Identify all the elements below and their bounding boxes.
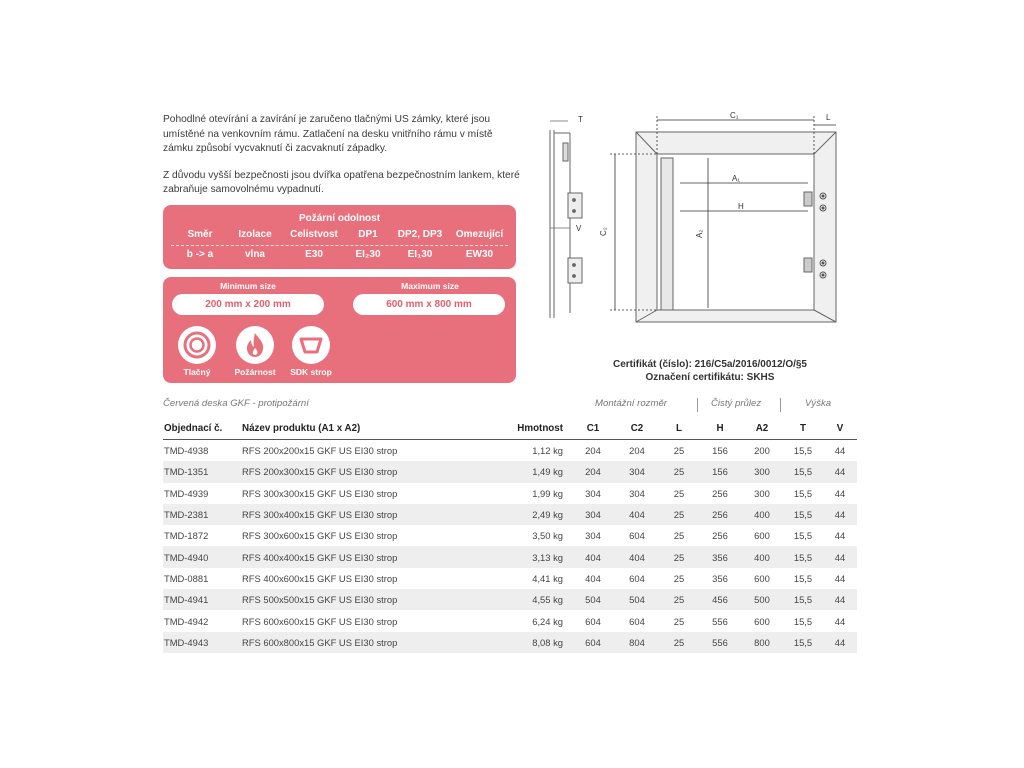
cell-weight: 3,13 kg	[499, 546, 571, 567]
fire-resistance-box	[163, 205, 516, 269]
intro-text	[163, 113, 523, 210]
cell-c1: 204	[571, 461, 615, 482]
cell-t: 15,5	[783, 632, 823, 653]
col-a2: A2	[741, 417, 783, 440]
fire-header: DP2, DP3	[397, 229, 443, 240]
col-order-number: Objednací č.	[163, 417, 241, 440]
label-t: T	[578, 115, 583, 124]
cell-c2: 204	[629, 445, 645, 457]
cell-c2: 604	[629, 572, 645, 584]
cell-a2: 800	[741, 632, 783, 653]
fire-resistance-headers	[171, 229, 508, 240]
cell-product-name: RFS 400x400x15 GKF US EI30 strop	[241, 546, 499, 567]
cell-weight: 3,50 kg	[532, 530, 563, 542]
fire-header: Omezující	[455, 229, 504, 240]
cell-order-number: TMD-4943	[163, 632, 241, 653]
ceiling-label: SDK strop	[290, 367, 332, 377]
cell-h: 556	[699, 632, 741, 653]
fire-value: E30	[305, 249, 323, 260]
cell-order-number: TMD-4939	[164, 487, 209, 499]
table-body	[163, 440, 857, 653]
cell-c1: 404	[585, 572, 601, 584]
cell-c2: 504	[615, 589, 659, 610]
intro-paragraph-2: Z důvodu vyšší bezpečnosti jsou dvířka opatřena bezpečnostním lankem, které zabraňuje samovolnému vypadnutí.	[163, 169, 520, 195]
cell-c1: 504	[571, 589, 615, 610]
cell-h: 256	[712, 530, 728, 542]
fire-value: EI₂30	[355, 249, 381, 260]
cell-a2: 400	[741, 504, 783, 525]
cell-t: 15,5	[783, 589, 823, 610]
cell-order-number: TMD-4938	[164, 445, 209, 457]
cell-order-number: TMD-4940	[163, 546, 241, 567]
cell-l: 25	[659, 632, 699, 653]
cell-v: 44	[834, 572, 846, 584]
cell-c1: 304	[571, 504, 615, 525]
cell-h: 556	[712, 615, 728, 627]
table-row	[163, 546, 857, 567]
cell-t: 15,5	[783, 461, 823, 482]
label-h: H	[738, 202, 744, 211]
cell-product-name: RFS 600x800x15 GKF US EI30 strop	[241, 632, 499, 653]
group-separator	[780, 398, 781, 412]
intro-paragraph-1: Pohodlné otevírání a zavírání je zaručeno tlačnými US zámky, které jsou umístěné na venkovním rámu. Zatlačení na desku vnitřního rámu v místě zámku způsobí vycvaknutí či zacvaknutí západky.	[163, 114, 493, 154]
cell-product-name: RFS 500x500x15 GKF US EI30 strop	[241, 589, 499, 610]
table-row	[163, 461, 857, 482]
cell-product-name: RFS 600x600x15 GKF US EI30 strop	[242, 615, 398, 627]
group-mount-size: Montážní rozměr	[595, 398, 667, 409]
table-row	[163, 483, 857, 504]
cell-a2: 600	[754, 572, 770, 584]
push-lock-label: Tlačný	[183, 367, 211, 377]
fire-value: EW30	[465, 249, 494, 260]
cell-c1: 604	[571, 632, 615, 653]
cell-order-number: TMD-2381	[163, 504, 241, 525]
cell-a2: 600	[754, 530, 770, 542]
cell-a2: 300	[754, 487, 770, 499]
col-c1: C1	[571, 417, 615, 440]
cell-l: 25	[659, 546, 699, 567]
product-table	[163, 417, 857, 653]
certificate-info	[560, 358, 860, 384]
label-a2: A₂	[695, 229, 704, 238]
side-profile	[550, 121, 582, 318]
cell-t: 15,5	[793, 615, 813, 627]
table-row	[163, 525, 857, 546]
cell-t: 15,5	[783, 546, 823, 567]
cell-v: 44	[823, 632, 857, 653]
cell-c1: 404	[571, 546, 615, 567]
max-size-label: Maximum size	[401, 281, 459, 291]
cell-l: 25	[659, 589, 699, 610]
label-v: V	[576, 224, 582, 233]
cell-h: 156	[712, 445, 728, 457]
cell-l: 25	[673, 530, 685, 542]
fire-label: Požárnost	[234, 367, 276, 377]
fire-header: Směr	[187, 229, 213, 240]
cell-weight: 1,49 kg	[499, 461, 571, 482]
cell-c2: 404	[615, 504, 659, 525]
cell-h: 156	[699, 461, 741, 482]
fire-value: b -> a	[186, 249, 214, 260]
cell-weight: 1,12 kg	[532, 445, 563, 457]
fire-divider	[171, 245, 508, 246]
cell-t: 15,5	[793, 445, 813, 457]
cell-product-name: RFS 400x600x15 GKF US EI30 strop	[242, 572, 398, 584]
cell-v: 44	[823, 546, 857, 567]
cell-weight: 8,08 kg	[499, 632, 571, 653]
table-header-row	[163, 417, 857, 440]
cell-a2: 200	[754, 445, 770, 457]
col-h: H	[699, 417, 741, 440]
cell-v: 44	[834, 615, 846, 627]
cell-product-name: RFS 300x400x15 GKF US EI30 strop	[241, 504, 499, 525]
group-height: Výška	[805, 398, 832, 409]
cell-c1: 204	[585, 445, 601, 457]
cell-product-name: RFS 300x600x15 GKF US EI30 strop	[242, 530, 398, 542]
cell-product-name: RFS 300x300x15 GKF US EI30 strop	[242, 487, 398, 499]
fire-resistance-title: Požární odolnost	[298, 213, 381, 224]
cell-h: 356	[699, 546, 741, 567]
cell-v: 44	[823, 504, 857, 525]
cell-a2: 300	[741, 461, 783, 482]
cell-l: 25	[673, 445, 685, 457]
cell-c1: 304	[585, 530, 601, 542]
cell-h: 356	[712, 572, 728, 584]
cell-v: 44	[834, 487, 846, 499]
cell-v: 44	[834, 445, 846, 457]
certificate-designation: Označení certifikátu: SKHS	[645, 372, 775, 383]
cell-product-name: RFS 200x300x15 GKF US EI30 strop	[241, 461, 499, 482]
fire-header: DP1	[358, 229, 378, 240]
cell-t: 15,5	[793, 530, 813, 542]
col-t: T	[783, 417, 823, 440]
cell-a2: 600	[754, 615, 770, 627]
cell-c1: 604	[585, 615, 601, 627]
cell-weight: 4,55 kg	[499, 589, 571, 610]
cell-weight: 4,41 kg	[532, 572, 563, 584]
table-caption: Červená deska GKF - protipožární	[163, 398, 309, 409]
cell-c2: 604	[629, 615, 645, 627]
cell-v: 44	[834, 530, 846, 542]
cell-t: 15,5	[793, 572, 813, 584]
cell-h: 456	[699, 589, 741, 610]
cell-c1: 304	[585, 487, 601, 499]
cell-a2: 500	[741, 589, 783, 610]
fire-header: Celistvost	[290, 229, 338, 240]
label-c2: C₂	[599, 227, 608, 236]
cell-c2: 404	[615, 546, 659, 567]
col-weight: Hmotnost	[499, 417, 571, 440]
cell-order-number: TMD-0881	[164, 572, 209, 584]
push-lock-icon	[178, 326, 216, 364]
cell-a2: 400	[741, 546, 783, 567]
table-row	[163, 568, 857, 589]
col-l: L	[659, 417, 699, 440]
cell-c2: 604	[629, 530, 645, 542]
group-clear-opening: Čistý průlez	[711, 398, 762, 409]
table-row	[163, 632, 857, 653]
col-v: V	[823, 417, 857, 440]
table-row	[163, 589, 857, 610]
col-c2: C2	[615, 417, 659, 440]
certificate-number: Certifikát (číslo): 216/C5a/2016/0012/O/§5	[613, 359, 807, 370]
cell-l: 25	[673, 487, 685, 499]
cell-order-number: TMD-4941	[163, 589, 241, 610]
ceiling-icon	[292, 326, 330, 364]
cell-weight: 2,49 kg	[499, 504, 571, 525]
cell-l: 25	[673, 572, 685, 584]
max-size-value: 600 mm x 800 mm	[353, 294, 505, 315]
technical-drawing	[540, 108, 840, 333]
cell-v: 44	[823, 589, 857, 610]
label-l: L	[826, 113, 831, 122]
fire-icon	[236, 326, 274, 364]
cell-v: 44	[823, 461, 857, 482]
cell-l: 25	[659, 504, 699, 525]
front-frame	[636, 132, 836, 322]
cell-order-number: TMD-1351	[163, 461, 241, 482]
cell-t: 15,5	[793, 487, 813, 499]
group-separator	[697, 398, 698, 412]
cell-h: 256	[712, 487, 728, 499]
fire-header: Izolace	[238, 229, 272, 240]
cell-t: 15,5	[783, 504, 823, 525]
fire-value: vlna	[244, 249, 265, 260]
label-a1: A₁	[732, 174, 741, 183]
fire-value: EI₁30	[407, 249, 433, 260]
cell-order-number: TMD-4942	[164, 615, 209, 627]
cell-l: 25	[659, 461, 699, 482]
label-c1: C₁	[730, 111, 739, 120]
cell-h: 256	[699, 504, 741, 525]
col-product-name: Název produktu (A1 x A2)	[241, 417, 499, 440]
cell-c2: 304	[615, 461, 659, 482]
fire-resistance-values	[171, 249, 508, 260]
cell-l: 25	[673, 615, 685, 627]
table-row	[163, 504, 857, 525]
cell-c2: 304	[629, 487, 645, 499]
cell-product-name: RFS 200x200x15 GKF US EI30 strop	[242, 445, 398, 457]
cell-weight: 1,99 kg	[532, 487, 563, 499]
table-row	[163, 440, 857, 462]
cell-c2: 804	[615, 632, 659, 653]
min-size-value: 200 mm x 200 mm	[172, 294, 324, 315]
table-row	[163, 610, 857, 631]
cell-weight: 6,24 kg	[532, 615, 563, 627]
min-size-label: Minimum size	[220, 281, 276, 291]
cell-order-number: TMD-1872	[164, 530, 209, 542]
